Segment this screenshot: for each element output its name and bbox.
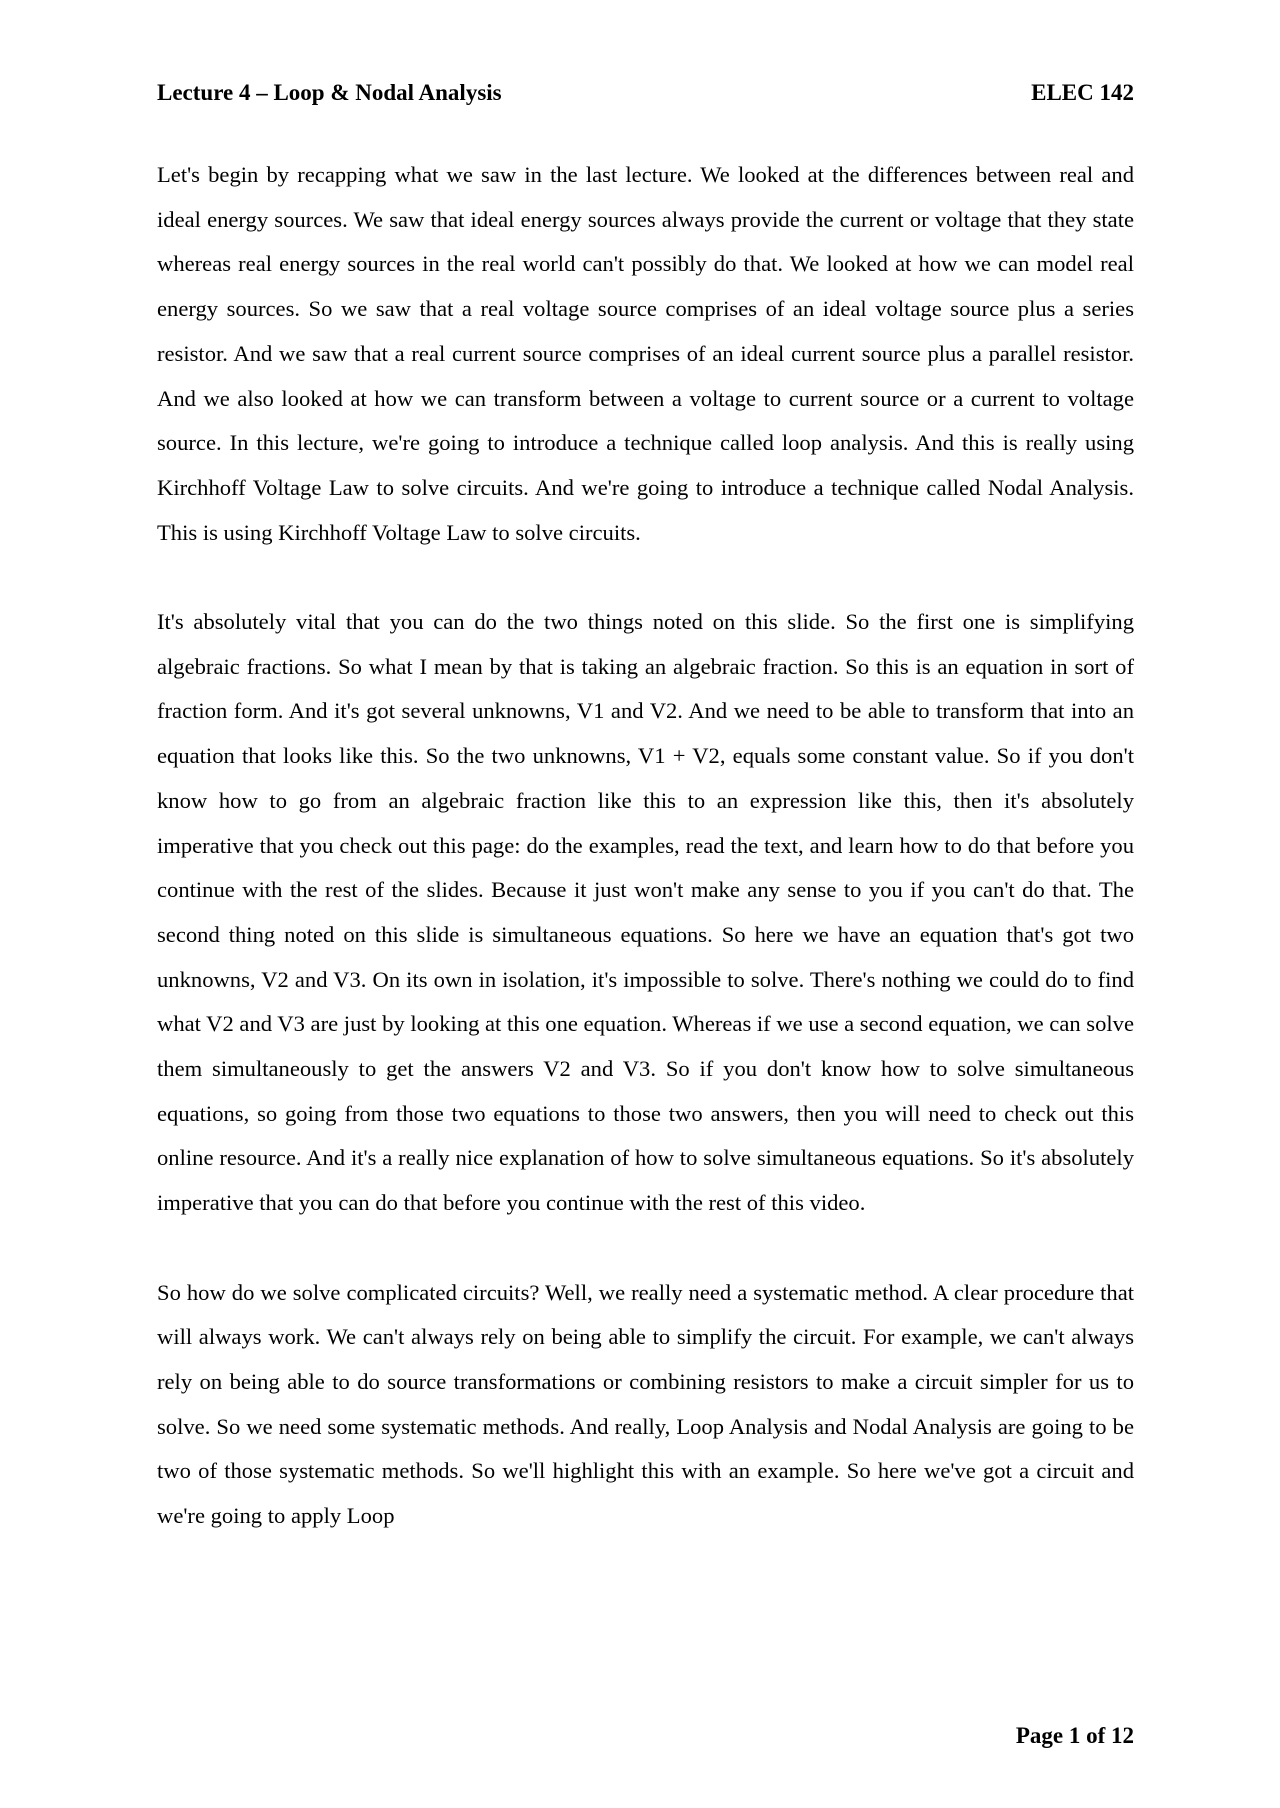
header-course-code: ELEC 142 (1031, 80, 1134, 105)
paragraph-systematic-methods: So how do we solve complicated circuits? Well, we really need a systematic method. A clear procedure that will always work. We can't always rely on being able to simplify the circuit. For example, we can't always rely on being able to do source transformations or combining resistors to make a circuit simpler for us to solve. So we need some systematic methods. And really, Loop Analysis and Nodal Analysis are going to be two of those systematic methods. So we'll highlight this with an example. So here we've got a circuit and we're going to apply Loop (157, 1279, 1134, 1529)
document-body (157, 153, 1134, 1583)
page-header (157, 78, 1134, 108)
paragraph-prerequisites: It's absolutely vital that you can do the two things noted on this slide. So the first one is simplifying algebraic fractions. So what I mean by that is taking an algebraic fraction. So this is an equation in sort of fraction form. And it's got several unknowns, V1 and V2. And we need to be able to transform that into an equation that looks like this. So the two unknowns, V1 + V2, equals some constant value. So if you don't know how to go from an algebraic fraction like this to an expression like this, then it's absolutely imperative that you check out this page: do the examples, read the text, and learn how to do that before you continue with the rest of the slides. Because it just won't make any sense to you if you can't do that. The second thing noted on this slide is simultaneous equations. So here we have an equation that's got two unknowns, V2 and V3. On its own in isolation, it's impossible to solve. There's nothing we could do to find what V2 and V3 are just by looking at this one equation. Whereas if we use a second equation, we can solve them simultaneously to get the answers V2 and V3. So if you don't know how to solve simultaneous equations, so going from those two equations to those two answers, then you will need to check out this online resource. And it's a really nice explanation of how to solve simultaneous equations. So it's absolutely imperative that you can do that before you continue with the rest of this video. (157, 609, 1134, 1216)
page-number: Page 1 of 12 (1015, 1723, 1134, 1748)
paragraph-recap: Let's begin by recapping what we saw in the last lecture. We looked at the differences between real and ideal energy sources. We saw that ideal energy sources always provide the current or voltage that they state whereas real energy sources in the real world can't possibly do that. We looked at how we can model real energy sources. So we saw that a real voltage source comprises of an ideal voltage source plus a series resistor. And we saw that a real current source comprises of an ideal current source plus a parallel resistor. And we also looked at how we can transform between a voltage to current source or a current to voltage source. In this lecture, we're going to introduce a technique called loop analysis. And this is really using Kirchhoff Voltage Law to solve circuits. And we're going to introduce a technique called Nodal Analysis. This is using Kirchhoff Voltage Law to solve circuits. (157, 162, 1134, 545)
header-lecture-title: Lecture 4 – Loop & Nodal Analysis (157, 80, 502, 105)
